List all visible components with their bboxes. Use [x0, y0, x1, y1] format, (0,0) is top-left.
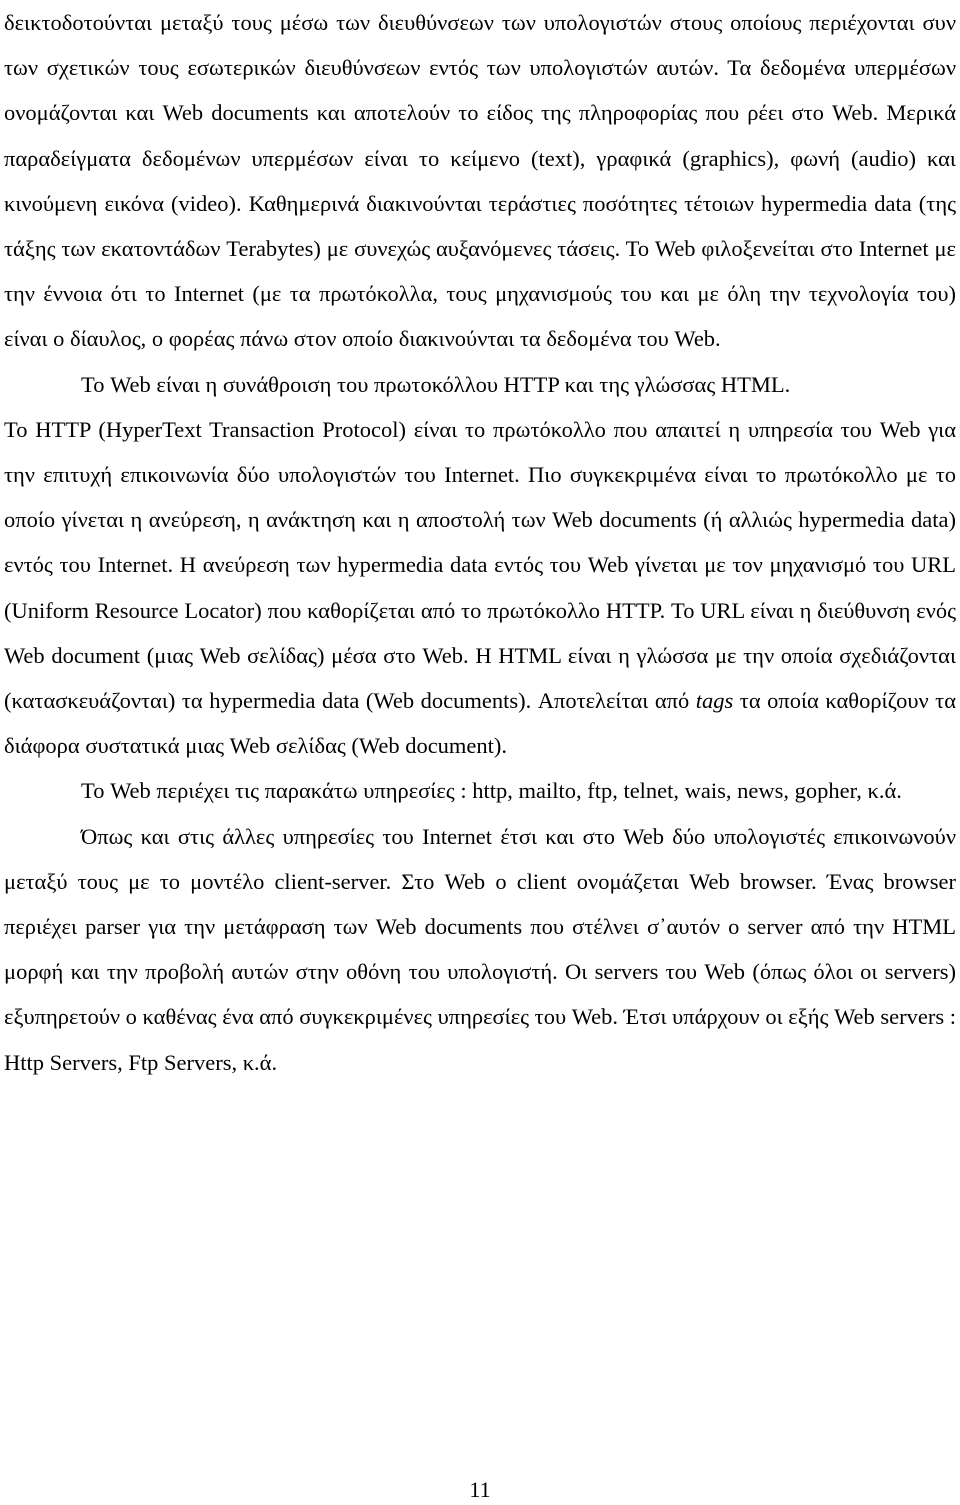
- paragraph-1-text: δεικτοδοτούνται μεταξύ τους μέσω των διευθύνσεων των υπολογιστών στους οποίους περιέχονται συν των σχετικών τους εσωτερικών διευθύνσεων εντός των υπολογιστών αυτών. Τα δεδομένα υπερμέσων ονομάζονται και Web documents και αποτελούν το είδος της πληροφορίας που ρέει στο Web. Μερικά παραδείγματα δεδομένων υπερμέσων είναι το κείμενο (text), γραφικά (graphics), φωνή (audio) και κινούμενη εικόνα (video). Καθημερινά διακινούνται τεράστιες ποσότητες τέτοιων hypermedia data (της τάξης των εκατοντάδων Terabytes) με συνεχώς αυξανόμενες τάσεις. Το Web φιλοξενείται στο Internet με την έννοια ότι το Internet (με τα πρωτόκολλα, τους μηχανισμούς του και με όλη την τεχνολογία του) είναι ο δίαυλος, ο φορέας πάνω στον οποίο διακινούνται τα δεδομένα του Web.: [4, 10, 956, 352]
- page-number: 11: [469, 1477, 491, 1502]
- paragraph-3-text-a: Το HTTP (HyperText Transaction Protocol) είναι το πρωτόκολλο που απαιτεί η υπηρεσία του Web για την επιτυχή επικοινωνία δύο υπολογιστών του Internet. Πιο συγκεκριμένα είναι το πρωτόκολλο με το οποίο γίνεται η ανεύρεση, η ανάκτηση και η αποστολή των Web documents (ή αλλιώς hypermedia data) εντός του Internet. Η ανεύρεση των hypermedia data εντός του Web γίνεται με τον μηχανισμό του URL (Uniform Resource Locator) που καθορίζεται από το πρωτόκολλο HTTP. Το URL είναι η διεύθυνση ενός Web document (μιας Web σελίδας) μέσα στο Web. Η HTML είναι η γλώσσα με την οποία σχεδιάζονται (κατασκευάζονται) τα hypermedia data (Web documents). Αποτελείται από: [4, 416, 956, 714]
- paragraph-2: [4, 362, 956, 407]
- body-text: [4, 0, 956, 1085]
- paragraph-1: [4, 0, 956, 362]
- paragraph-2-text: Το Web είναι η συνάθροιση του πρωτοκόλλου HTTP και της γλώσσας HTML.: [81, 371, 791, 397]
- paragraph-4-text: Το Web περιέχει τις παρακάτω υπηρεσίες : http, mailto, ftp, telnet, wais, news, gopher, κ.ά.: [81, 778, 902, 804]
- paragraph-5-text: Όπως και στις άλλες υπηρεσίες του Internet έτσι και στο Web δύο υπολογιστές επικοινωνούν μεταξύ τους με το μοντέλο client-server. Στο Web ο client ονομάζεται Web browser. Ένας browser περιέχει parser για την μετάφραση των Web documents που στέλνει σ᾽αυτόν ο server από την HTML μορφή και την προβολή αυτών στην οθόνη του υπολογιστή. Οι servers του Web (όπως όλοι οι servers) εξυπηρετούν ο καθένας ένα από συγκεκριμένες υπηρεσίες του Web. Έτσι υπάρχουν οι εξής Web servers : Http Servers, Ftp Servers, κ.ά.: [4, 823, 956, 1075]
- paragraph-3-text-b: τα οποία καθορίζουν τα διάφορα συστατικά μιας Web σελίδας (Web document).: [4, 688, 956, 759]
- paragraph-3-italic-tags: tags: [695, 688, 734, 714]
- paragraph-5: [4, 814, 956, 1085]
- paragraph-3: [4, 407, 956, 769]
- paragraph-4: [4, 768, 956, 813]
